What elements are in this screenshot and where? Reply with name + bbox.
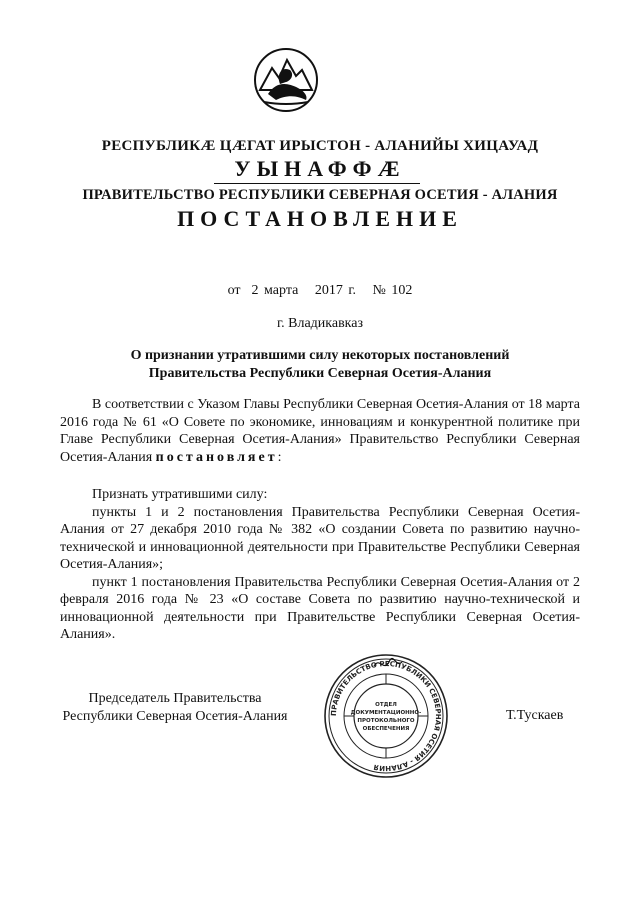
preamble-paragraph <box>60 396 580 466</box>
seal-center-line3: ПРОТОКОЛЬНОГО <box>357 718 415 724</box>
operative-section <box>60 486 580 644</box>
repeal-intro: Признать утратившими силу: <box>92 487 268 502</box>
signatory-position <box>60 690 290 725</box>
decides-colon: : <box>277 449 282 465</box>
signatory-position-line2: Республики Северная Осетия-Алания <box>62 708 288 724</box>
repeal-item-1: пункты 1 и 2 постановления Правительства Республики Северная Осетия-Алания от 27 декабря 2010 года № 382 «О создании Совета по развитию научно-технической и инновационной деятельности при Правительстве Республики Северная Осетия-Алания»; <box>60 504 580 572</box>
decree-title-ossetian: УЫНАФФӔ <box>234 156 406 181</box>
header-divider <box>214 183 420 184</box>
signatory-name: Т.Тускаев <box>506 708 564 723</box>
official-seal-stamp <box>322 652 450 780</box>
signatory-position-line1: Председатель Правительства <box>88 691 262 706</box>
seal-outer-text: ПРАВИТЕЛЬСТВО РЕСПУБЛИКИ СЕВЕРНАЯ ОСЕТИЯ - АЛАНИЯ <box>329 659 443 773</box>
document-title-line1: О признании утратившими силу некоторых постановлений <box>130 348 510 363</box>
republic-name-russian: ПРАВИТЕЛЬСТВО РЕСПУБЛИКИ СЕВЕРНАЯ ОСЕТИЯ - АЛАНИЯ <box>82 187 558 203</box>
decree-year: 2017 г. <box>314 283 357 298</box>
document-title <box>60 347 580 383</box>
decree-number: № 102 <box>372 283 413 298</box>
decree-city: г. Владикавказ <box>276 316 364 331</box>
date-prefix: от <box>227 283 241 298</box>
repeal-item-2: пункт 1 постановления Правительства Республики Северная Осетия-Алания от 2 февраля 2016 года № 23 «О составе Совета по развитию научно-технической и инновационной деятельности при Правительстве Республики Северная Осетия-Алания». <box>60 574 580 642</box>
seal-center-line1: ОТДЕЛ <box>375 702 397 708</box>
decides-word: постановляет <box>155 449 278 465</box>
decree-date: 2 марта <box>251 283 299 298</box>
document-title-line2: Правительства Республики Северная Осетия-Алания <box>148 366 492 381</box>
seal-center-line2: ДОКУМЕНТАЦИОННО- <box>350 710 422 716</box>
seal-center-line4: ОБЕСПЕЧЕНИЯ <box>362 726 410 732</box>
decree-title-russian: ПОСТАНОВЛЕНИЕ <box>177 206 463 231</box>
republic-name-ossetian: РЕСПУБЛИКӔ ЦӔГАТ ИРЫСТОН - АЛАНИЙЫ ХИЦАУАД <box>101 138 539 154</box>
decree-date-line <box>0 283 640 299</box>
coat-of-arms-emblem <box>246 44 326 114</box>
preamble-text: В соответствии с Указом Главы Республики Северная Осетия-Алания от 18 марта 2016 года № 61 «О Совете по экономике, инновациям и конкурентной политике при Главе Республики Северная Осетия-Алания» Правительство Республики Северная Осетия-Алания <box>60 397 580 465</box>
